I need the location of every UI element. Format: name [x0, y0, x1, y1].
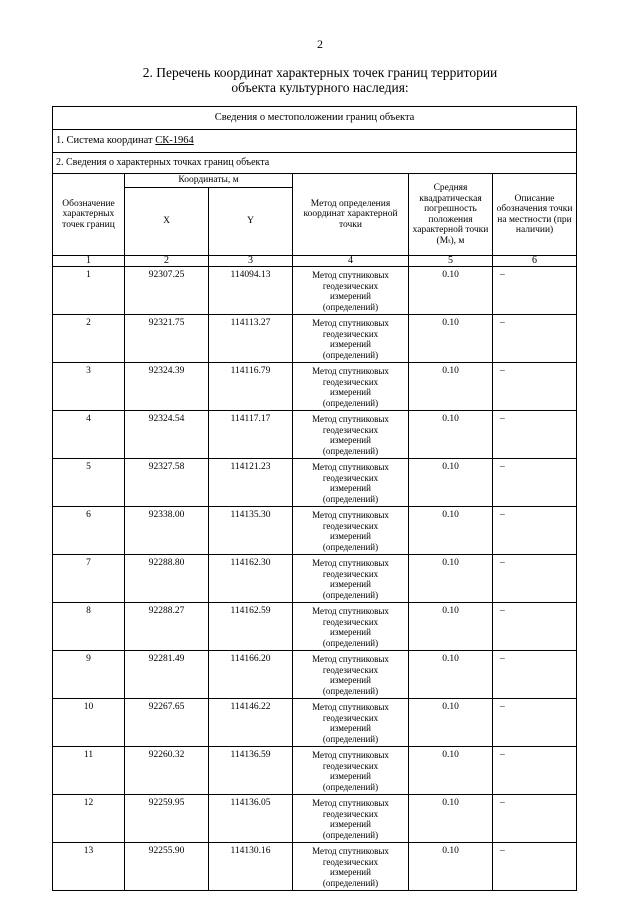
point-number-cell: 13	[53, 843, 125, 891]
method-line: Метод спутниковых	[312, 606, 389, 616]
table-row	[53, 555, 577, 603]
point-number-cell: 10	[53, 699, 125, 747]
error-cell: 0.10	[409, 747, 493, 795]
method-line: геодезических	[322, 712, 379, 723]
point-number-cell: 3	[53, 363, 125, 411]
method-cell	[293, 315, 409, 363]
error-cell: 0.10	[409, 843, 493, 891]
method-line: геодезических	[322, 376, 379, 387]
col-header-description: Описание обозначения точки на местности (при наличии)	[493, 174, 577, 256]
table-row	[53, 315, 577, 363]
method-cell	[293, 267, 409, 315]
method-cell	[293, 459, 409, 507]
description-cell: –	[493, 363, 577, 411]
point-number-cell: 6	[53, 507, 125, 555]
y-coordinate-cell: 114116.79	[209, 363, 293, 411]
method-line: Метод спутниковых	[312, 846, 389, 856]
error-cell: 0.10	[409, 555, 493, 603]
table-row	[53, 459, 577, 507]
y-coordinate-cell: 114130.16	[209, 843, 293, 891]
y-coordinate-cell: 114162.59	[209, 603, 293, 651]
description-cell: –	[493, 459, 577, 507]
method-line: (определений)	[322, 781, 379, 792]
method-line: Метод спутниковых	[312, 510, 389, 520]
description-cell: –	[493, 507, 577, 555]
description-cell: –	[493, 699, 577, 747]
method-line: измерений	[330, 627, 371, 637]
method-line: измерений	[330, 771, 371, 781]
method-line: измерений	[330, 675, 371, 685]
col-number-4: 4	[293, 256, 409, 267]
description-cell: –	[493, 795, 577, 843]
method-line: Метод спутниковых	[312, 654, 389, 664]
y-coordinate-cell: 114121.23	[209, 459, 293, 507]
x-coordinate-cell: 92324.54	[125, 411, 209, 459]
method-line: (определений)	[322, 637, 379, 648]
table-row	[53, 699, 577, 747]
x-coordinate-cell: 92327.58	[125, 459, 209, 507]
method-cell	[293, 507, 409, 555]
col-header-error: Средняя квадратическая погрешность положения характерной точки (Mₜ), м	[409, 174, 493, 256]
method-line: Метод спутниковых	[312, 270, 389, 280]
method-line: Метод спутниковых	[312, 702, 389, 712]
table-row	[53, 795, 577, 843]
error-cell: 0.10	[409, 363, 493, 411]
method-line: геодезических	[322, 808, 379, 819]
title-line-1: 2. Перечень координат характерных точек границ территории	[142, 65, 498, 80]
method-line: (определений)	[322, 541, 379, 552]
document-title	[90, 65, 550, 95]
method-line: геодезических	[322, 280, 379, 291]
description-cell: –	[493, 747, 577, 795]
method-line: измерений	[330, 819, 371, 829]
method-line: измерений	[330, 291, 371, 301]
y-coordinate-cell: 114136.59	[209, 747, 293, 795]
x-coordinate-cell: 92255.90	[125, 843, 209, 891]
y-coordinate-cell: 114135.30	[209, 507, 293, 555]
y-coordinate-cell: 114136.05	[209, 795, 293, 843]
method-cell	[293, 651, 409, 699]
method-line: (определений)	[322, 685, 379, 696]
method-line: геодезических	[322, 472, 379, 483]
table-row	[53, 747, 577, 795]
point-number-cell: 12	[53, 795, 125, 843]
method-line: (определений)	[322, 589, 379, 600]
col-header-designation: Обозначение характерных точек границ	[53, 174, 125, 256]
table-row	[53, 267, 577, 315]
table-row	[53, 363, 577, 411]
error-cell: 0.10	[409, 795, 493, 843]
col-header-coordinates: Координаты, м	[125, 174, 293, 188]
point-number-cell: 2	[53, 315, 125, 363]
method-line: измерений	[330, 723, 371, 733]
point-number-cell: 7	[53, 555, 125, 603]
method-line: геодезических	[322, 616, 379, 627]
method-cell	[293, 603, 409, 651]
method-line: геодезических	[322, 760, 379, 771]
x-coordinate-cell: 92338.00	[125, 507, 209, 555]
section-header: Сведения о местоположении границ объекта	[53, 107, 577, 130]
x-coordinate-cell: 92288.80	[125, 555, 209, 603]
method-line: (определений)	[322, 493, 379, 504]
x-coordinate-cell: 92281.49	[125, 651, 209, 699]
coordinate-system-row	[53, 130, 577, 153]
error-cell: 0.10	[409, 315, 493, 363]
description-cell: –	[493, 603, 577, 651]
method-line: Метод спутниковых	[312, 462, 389, 472]
table-row	[53, 507, 577, 555]
col-header-y: Y	[209, 188, 293, 256]
coordinate-system-label: 1. Система координат	[56, 134, 153, 146]
method-line: измерений	[330, 531, 371, 541]
coordinate-system-value: СК-1964	[155, 134, 194, 146]
method-cell	[293, 795, 409, 843]
method-line: (определений)	[322, 397, 379, 408]
col-number-6: 6	[493, 256, 577, 267]
method-cell	[293, 843, 409, 891]
error-cell: 0.10	[409, 267, 493, 315]
x-coordinate-cell: 92259.95	[125, 795, 209, 843]
y-coordinate-cell: 114162.30	[209, 555, 293, 603]
y-coordinate-cell: 114166.20	[209, 651, 293, 699]
method-line: геодезических	[322, 856, 379, 867]
method-cell	[293, 747, 409, 795]
error-cell: 0.10	[409, 603, 493, 651]
point-number-cell: 1	[53, 267, 125, 315]
description-cell: –	[493, 267, 577, 315]
description-cell: –	[493, 651, 577, 699]
method-line: геодезических	[322, 328, 379, 339]
point-number-cell: 11	[53, 747, 125, 795]
col-number-2: 2	[125, 256, 209, 267]
x-coordinate-cell: 92324.39	[125, 363, 209, 411]
method-line: Метод спутниковых	[312, 798, 389, 808]
x-coordinate-cell: 92260.32	[125, 747, 209, 795]
x-coordinate-cell: 92288.27	[125, 603, 209, 651]
error-cell: 0.10	[409, 411, 493, 459]
point-number-cell: 4	[53, 411, 125, 459]
table-row	[53, 651, 577, 699]
method-cell	[293, 555, 409, 603]
description-cell: –	[493, 843, 577, 891]
point-number-cell: 9	[53, 651, 125, 699]
method-cell	[293, 699, 409, 747]
method-line: (определений)	[322, 445, 379, 456]
method-line: Метод спутниковых	[312, 750, 389, 760]
method-cell	[293, 363, 409, 411]
method-line: геодезических	[322, 424, 379, 435]
col-number-1: 1	[53, 256, 125, 267]
method-line: измерений	[330, 387, 371, 397]
method-line: измерений	[330, 867, 371, 877]
table-row	[53, 603, 577, 651]
error-cell: 0.10	[409, 459, 493, 507]
x-coordinate-cell: 92267.65	[125, 699, 209, 747]
method-cell	[293, 411, 409, 459]
method-line: (определений)	[322, 349, 379, 360]
method-line: (определений)	[322, 733, 379, 744]
point-number-cell: 8	[53, 603, 125, 651]
method-line: геодезических	[322, 568, 379, 579]
error-cell: 0.10	[409, 507, 493, 555]
method-line: измерений	[330, 435, 371, 445]
x-coordinate-cell: 92321.75	[125, 315, 209, 363]
error-cell: 0.10	[409, 699, 493, 747]
description-cell: –	[493, 315, 577, 363]
method-line: (определений)	[322, 877, 379, 888]
col-number-3: 3	[209, 256, 293, 267]
method-line: Метод спутниковых	[312, 366, 389, 376]
y-coordinate-cell: 114113.27	[209, 315, 293, 363]
y-coordinate-cell: 114117.17	[209, 411, 293, 459]
method-line: измерений	[330, 483, 371, 493]
method-line: Метод спутниковых	[312, 558, 389, 568]
y-coordinate-cell: 114146.22	[209, 699, 293, 747]
method-line: геодезических	[322, 520, 379, 531]
coordinates-table	[52, 106, 577, 891]
method-line: измерений	[330, 339, 371, 349]
method-line: измерений	[330, 579, 371, 589]
description-cell: –	[493, 555, 577, 603]
point-number-cell: 5	[53, 459, 125, 507]
page-number: 2	[317, 37, 323, 51]
table-row	[53, 843, 577, 891]
method-line: Метод спутниковых	[312, 318, 389, 328]
method-line: (определений)	[322, 829, 379, 840]
x-coordinate-cell: 92307.25	[125, 267, 209, 315]
method-line: геодезических	[322, 664, 379, 675]
method-line: (определений)	[322, 301, 379, 312]
col-number-5: 5	[409, 256, 493, 267]
col-header-x: X	[125, 188, 209, 256]
error-cell: 0.10	[409, 651, 493, 699]
points-info-row: 2. Сведения о характерных точках границ объекта	[53, 153, 577, 174]
y-coordinate-cell: 114094.13	[209, 267, 293, 315]
method-line: Метод спутниковых	[312, 414, 389, 424]
col-header-method: Метод определения координат характерной точки	[293, 174, 409, 256]
table-row	[53, 411, 577, 459]
description-cell: –	[493, 411, 577, 459]
title-line-2: объекта культурного наследия:	[231, 80, 409, 95]
